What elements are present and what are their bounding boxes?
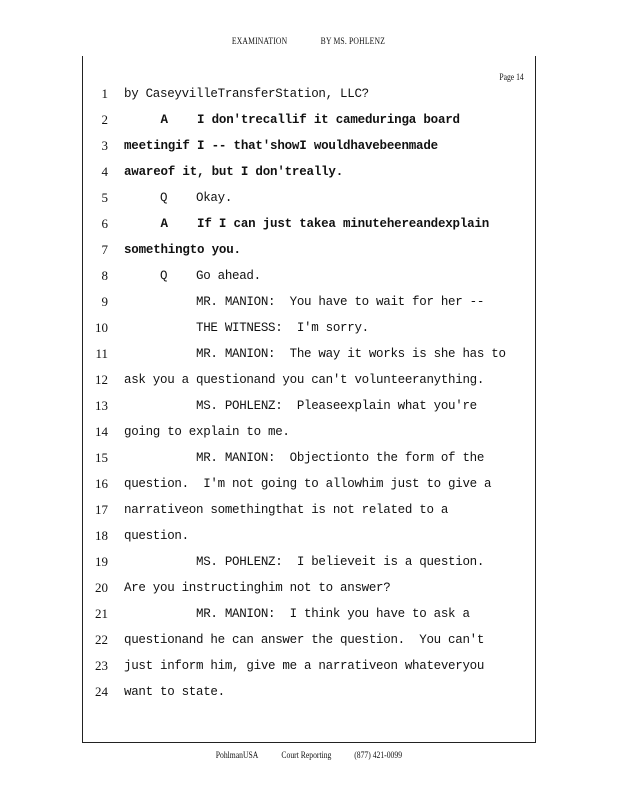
- transcript-line: [0, 316, 618, 342]
- transcript-line: [0, 602, 618, 628]
- line-number: 24: [95, 684, 108, 699]
- transcript-line: [0, 134, 618, 160]
- transcript-line: [0, 654, 618, 680]
- line-number: 9: [101, 294, 108, 309]
- line-number: 20: [95, 580, 108, 595]
- line-text: MR. MANION: The way it works is she has to: [124, 347, 506, 361]
- line-text: Q Okay.: [124, 191, 233, 205]
- line-text: somethingto you.: [124, 243, 241, 257]
- line-number: 13: [95, 398, 108, 413]
- line-number: 6: [101, 216, 108, 231]
- line-text: just inform him, give me a narrativeon whateveryou: [124, 659, 485, 673]
- line-number: 21: [95, 606, 108, 621]
- line-text: Q Go ahead.: [124, 269, 261, 283]
- transcript-line: [0, 420, 618, 446]
- transcript-line: [0, 368, 618, 394]
- transcript-line: [0, 628, 618, 654]
- transcript-line: [0, 212, 618, 238]
- transcript-line: [0, 264, 618, 290]
- line-text: narrativeon somethingthat is not related to a: [124, 503, 449, 517]
- line-text: by CaseyvilleTransferStation, LLC?: [124, 87, 369, 101]
- line-number: 1: [101, 86, 108, 101]
- header-examiner: BY MS. POHLENZ: [320, 36, 386, 46]
- line-number: 11: [95, 346, 108, 361]
- transcript-line: [0, 160, 618, 186]
- transcript-line: [0, 472, 618, 498]
- line-text: ask you a questionand you can't volunteeranything.: [124, 373, 485, 387]
- transcript-line: [0, 524, 618, 550]
- transcript-line: [0, 394, 618, 420]
- page-footer: [0, 750, 618, 760]
- line-text: awareof it, but I don'treally.: [124, 165, 344, 179]
- transcript-line: [0, 550, 618, 576]
- transcript-line: [0, 82, 618, 108]
- line-number: 15: [95, 450, 108, 465]
- line-number: 18: [95, 528, 108, 543]
- line-text: MS. POHLENZ: Pleaseexplain what you're: [124, 399, 477, 413]
- line-text: question. I'm not going to allowhim just to give a: [124, 477, 492, 491]
- line-number: 23: [95, 658, 108, 673]
- line-text: Are you instructinghim not to answer?: [124, 581, 391, 595]
- line-number: 4: [101, 164, 108, 179]
- transcript-line: [0, 342, 618, 368]
- page-number: Page 14: [499, 72, 524, 82]
- line-number: 7: [101, 242, 108, 257]
- footer-service: Court Reporting: [280, 750, 331, 760]
- transcript-line: [0, 498, 618, 524]
- line-text: MR. MANION: I think you have to ask a: [124, 607, 470, 621]
- line-text: MR. MANION: You have to wait for her --: [124, 295, 485, 309]
- page-header: [0, 36, 618, 46]
- transcript-line: [0, 290, 618, 316]
- line-number: 3: [101, 138, 108, 153]
- line-number: 19: [95, 554, 108, 569]
- line-number: 22: [95, 632, 108, 647]
- footer-phone: (877) 421-0099: [353, 750, 402, 760]
- line-number: 2: [101, 112, 108, 127]
- line-number: 12: [95, 372, 108, 387]
- header-section: EXAMINATION: [232, 36, 288, 46]
- line-text: MS. POHLENZ: I believeit is a question.: [124, 555, 485, 569]
- line-text: going to explain to me.: [124, 425, 290, 439]
- line-number: 14: [95, 424, 108, 439]
- line-text: THE WITNESS: I'm sorry.: [124, 321, 369, 335]
- line-text: meetingif I -- that'showI wouldhavebeenmade: [124, 139, 438, 153]
- line-text: MR. MANION: Objectionto the form of the: [124, 451, 485, 465]
- transcript-line: [0, 680, 618, 706]
- transcript-line: [0, 576, 618, 602]
- line-text: want to state.: [124, 685, 225, 699]
- line-text: A I don'trecallif it cameduringa board: [124, 113, 460, 127]
- line-number: 16: [95, 476, 108, 491]
- line-text: questionand he can answer the question. You can't: [124, 633, 485, 647]
- transcript-line: [0, 446, 618, 472]
- line-number: 17: [95, 502, 108, 517]
- transcript-line: [0, 186, 618, 212]
- transcript-line: [0, 108, 618, 134]
- footer-company: PohlmanUSA: [215, 750, 259, 760]
- transcript-line: [0, 238, 618, 264]
- line-text: A If I can just takea minutehereandexplain: [124, 217, 490, 231]
- line-number: 10: [95, 320, 108, 335]
- line-text: question.: [124, 529, 189, 543]
- line-number: 8: [101, 268, 108, 283]
- line-number: 5: [101, 190, 108, 205]
